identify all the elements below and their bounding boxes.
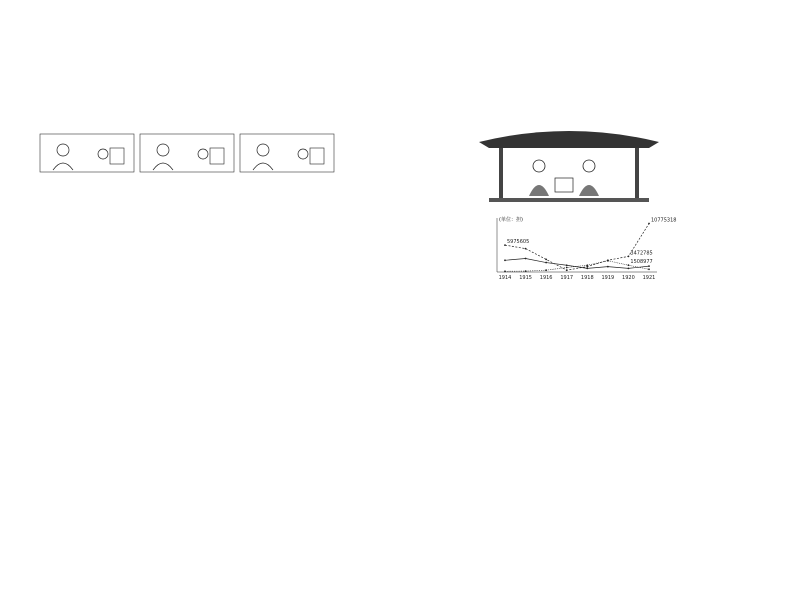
data-point [566,264,568,266]
x-tick-label: 1917 [560,275,574,281]
roof [479,131,659,148]
child-head [198,149,208,159]
data-point [566,269,568,271]
x-tick-label: 1920 [622,275,635,281]
data-point [545,259,547,261]
flour-chart [467,212,779,288]
child-head [98,149,108,159]
x-tick-label: 1918 [580,275,594,281]
data-point [504,270,506,272]
data-point [648,223,650,225]
person-body [579,185,599,196]
series-line [505,261,649,272]
left-column [18,118,384,178]
data-label: 1508977 [630,259,653,266]
base [489,198,649,202]
x-tick-label: 1921 [642,275,656,281]
data-point [525,248,527,250]
data-point [545,269,547,271]
drawing-board [310,148,324,164]
pillar [635,148,639,198]
chart-svg [467,212,677,284]
data-point [648,268,650,270]
figure-head [57,144,69,156]
data-point [586,268,588,270]
loom [555,178,573,192]
series-line [505,259,649,269]
figure-body [53,163,73,170]
data-point [504,244,506,246]
data-point [504,259,506,261]
x-tick-label: 1915 [519,275,532,281]
person-head [583,160,595,172]
data-point [525,258,527,260]
figure-head [157,144,169,156]
data-point [648,265,650,267]
pillar [499,148,503,198]
data-label: 3472785 [630,250,653,257]
comic-figure [38,126,338,174]
drawing-board [110,148,124,164]
data-point [628,264,630,266]
right-column [407,118,779,290]
drawing-board [210,148,224,164]
data-point [566,267,568,269]
data-point [525,270,527,272]
child-head [298,149,308,159]
x-tick-label: 1919 [601,275,615,281]
data-point [545,262,547,264]
comic-svg [38,126,338,174]
y-axis-label: (单位：担) [499,217,523,223]
right-page [397,0,794,606]
data-point [628,268,630,270]
x-tick-label: 1916 [539,275,553,281]
data-label: 10775318 [651,217,677,224]
data-label: 5975605 [507,239,530,246]
temple-image [459,122,679,206]
figure-body [253,163,273,170]
figure-body [153,163,173,170]
x-tick-label: 1914 [498,275,512,281]
data-point [607,266,609,268]
person-body [529,185,549,196]
series-line [505,224,649,271]
data-point [628,255,630,257]
figure-head [257,144,269,156]
person-head [533,160,545,172]
data-point [607,260,609,262]
temple-svg [459,122,679,206]
data-point [586,264,588,266]
